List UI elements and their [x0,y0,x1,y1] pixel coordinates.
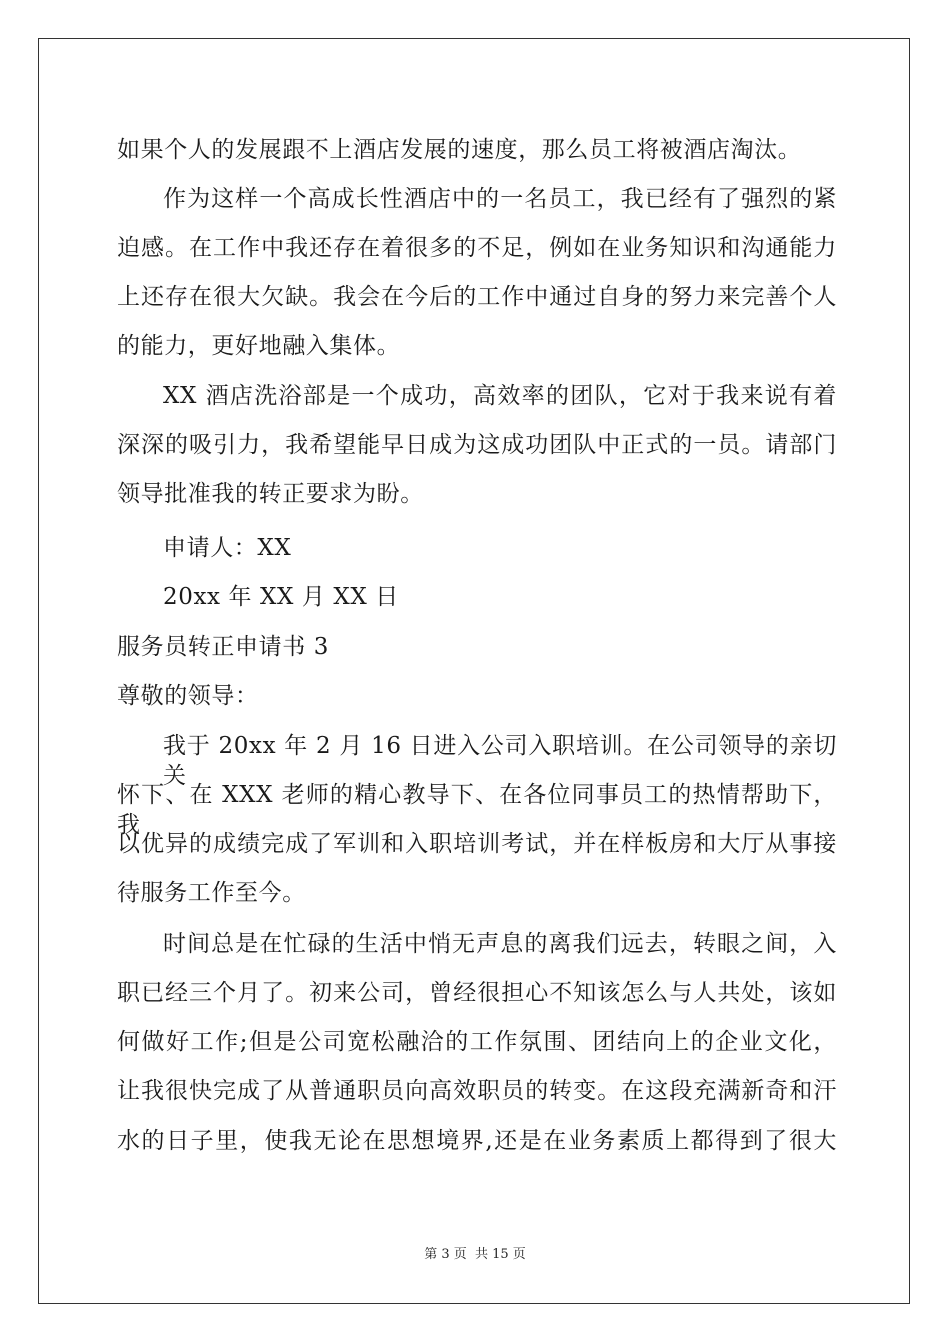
text-line: 迫感。在工作中我还存在着很多的不足，例如在业务知识和沟通能力 [117,235,837,261]
text-line: 待服务工作至今。 [117,880,306,906]
text-line: 何做好工作;但是公司宽松融洽的工作氛围、团结向上的企业文化， [117,1029,837,1055]
page-total: 共 15 页 [474,1247,526,1262]
salutation: 尊敬的领导： [117,683,259,709]
date-line: 20xx 年 XX 月 XX 日 [163,584,399,610]
text-line: 的能力，更好地融入集体。 [117,333,401,359]
page-border [38,38,910,1304]
text-line: XX 酒店洗浴部是一个成功，高效率的团队，它对于我来说有着 [163,383,837,409]
section-title: 服务员转正申请书 3 [117,634,329,660]
text-line: 作为这样一个高成长性酒店中的一名员工，我已经有了强烈的紧 [163,186,837,212]
text-line: 让我很快完成了从普通职员向高效职员的转变。在这段充满新奇和汗 [117,1078,837,1104]
text-line: 怀下、在 XXX 老师的精心教导下、在各位同事员工的热情帮助下，我 [117,782,837,838]
page-number: 第 3 页 [424,1247,467,1262]
applicant-line: 申请人：XX [163,535,292,561]
text-line: 以优异的成绩完成了军训和入职培训考试，并在样板房和大厅从事接 [117,831,837,857]
text-line: 水的日子里，使我无论在思想境界,还是在业务素质上都得到了很大 [117,1128,837,1154]
text-line: 职已经三个月了。初来公司，曾经很担心不知该怎么与人共处，该如 [117,980,837,1006]
text-line: 时间总是在忙碌的生活中悄无声息的离我们远去，转眼之间，入 [163,931,837,957]
text-line: 我于 20xx 年 2 月 16 日进入公司入职培训。在公司领导的亲切关 [163,733,837,789]
text-line: 如果个人的发展跟不上酒店发展的速度，那么员工将被酒店淘汰。 [117,137,802,163]
text-line: 深深的吸引力，我希望能早日成为这成功团队中正式的一员。请部门 [117,432,837,458]
text-line: 上还存在很大欠缺。我会在今后的工作中通过自身的努力来完善个人 [117,284,837,310]
text-line: 领导批准我的转正要求为盼。 [117,481,424,507]
page-footer [0,1246,950,1264]
